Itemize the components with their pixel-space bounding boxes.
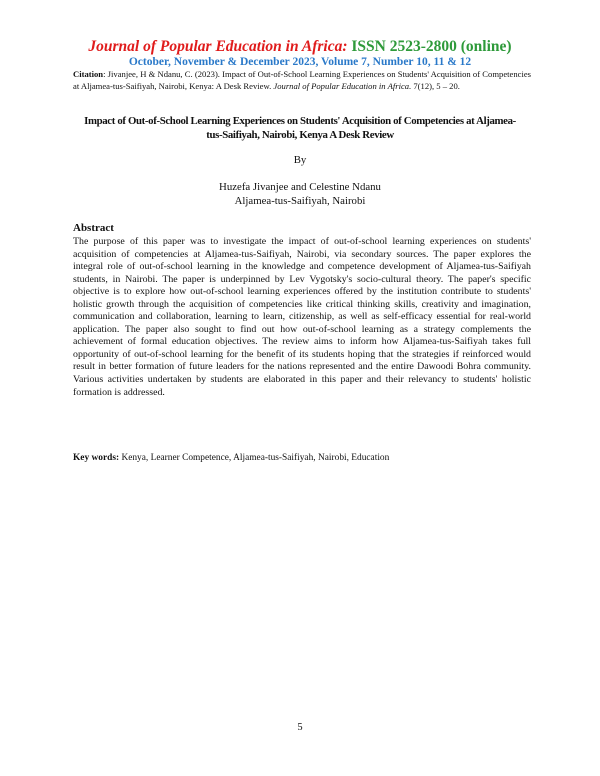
byline: By <box>293 154 307 166</box>
author-affiliation: Aljamea-tus-Saifiyah, Nairobi <box>234 195 366 207</box>
journal-issn: ISSN 2523-2800 (online) <box>351 38 512 55</box>
citation-text: : Jivanjee, H & Ndanu, C. (2023). Impact of Out-of-School Learning Experiences on Students' Acquisition of Competencies at Aljamea-tus-Saifiyah, Nairobi, Kenya: A Desk Review. <box>73 69 531 91</box>
keywords-list: Kenya, Learner Competence, Aljamea-tus-Saifiyah, Nairobi, Education <box>119 453 390 463</box>
citation <box>73 69 531 92</box>
citation-volume-pages: 7(12), 5 – 20. <box>411 80 460 91</box>
author-names: Huzefa Jivanjee and Celestine Ndanu <box>219 181 381 193</box>
keywords-label: Key words: <box>73 453 120 463</box>
page-number: 5 <box>297 722 303 733</box>
issue-info: October, November & December 2023, Volume 7, Number 10, 11 & 12 <box>128 56 472 68</box>
abstract-heading: Abstract <box>73 222 114 234</box>
citation-journal: Journal of Popular Education in Africa. <box>273 80 412 91</box>
journal-name: Journal of Popular Education in Africa: <box>88 38 348 55</box>
keywords <box>73 453 531 463</box>
article-title: Impact of Out-of-School Learning Experiences on Students' Acquisition of Competencies at Aljamea-tus-Saifiyah, Nairobi, Kenya A Desk Review <box>84 115 516 141</box>
abstract-body: The purpose of this paper was to investigate the impact of out-of-school learning experiences on students' acquisition of competencies at Aljamea-tus-Saifiyah, Nairobi, via secondary sources. The paper explores the integral role of out-of-school learning in the knowledge and competence development of Aljamea-tus-Saifiyah students, in Nairobi. The paper is underpinned by Lev Vygotsky's socio-cultural theory. The paper's specific objective is to explore how out-of-school learning experiences offered by the institution contribute to students' holistic growth through the acquisition of competencies like critical thinking skills, creativity and imagination, communication and collaboration, learning to learn, citizenship, as well as self-efficacy essential for real-world application. The paper also sought to find out how out-of-school learning as a strategy complements the achievement of formal education objectives. The review aims to inform how Aljamea-tus-Saifiyah takes full opportunity of out-of-school learning for the benefit of its students hoping that the strategies if reinforced would result in better formation of future leaders for the nations represented and the entire Dawoodi Bohra community. Various activities undertaken by students are elaborated in this paper and their relevancy to students' holistic formation is addressed. <box>73 236 531 398</box>
author-block <box>0 180 600 208</box>
citation-label: Citation <box>73 69 104 79</box>
journal-header <box>0 38 600 56</box>
